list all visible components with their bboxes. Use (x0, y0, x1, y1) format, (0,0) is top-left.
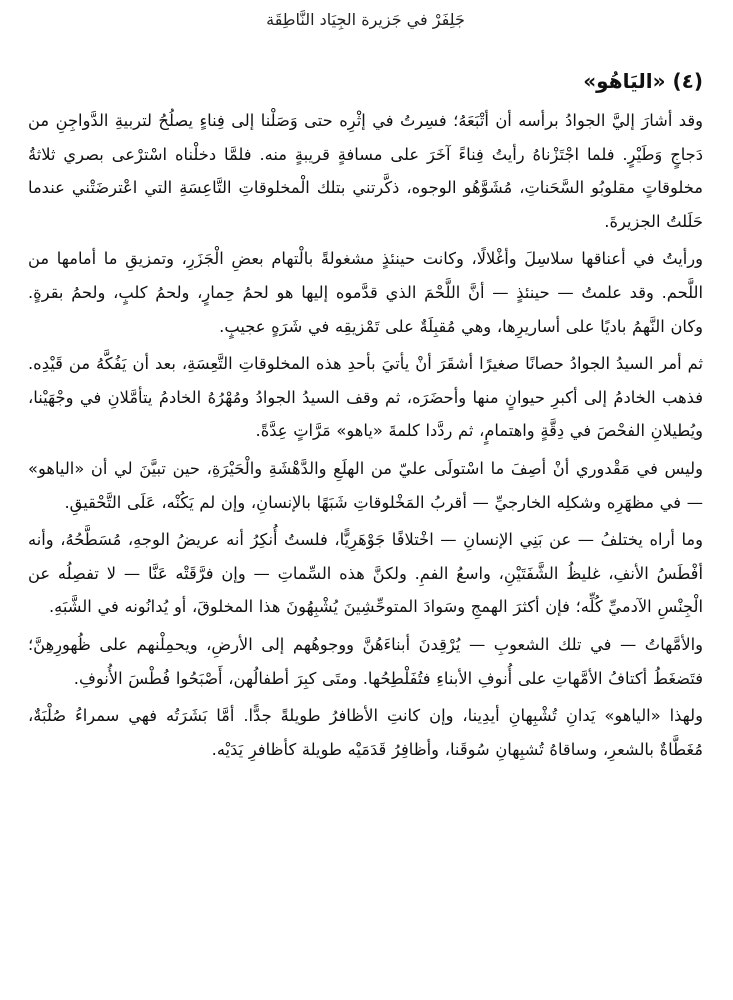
body-text (28, 104, 703, 766)
chapter-heading: (٤) «اليَاهُو» (583, 69, 703, 93)
paragraph-7: ولهذا «الياهو» يَدانِ تُشْبِهانِ أيدِينا، وإن كانتِ الأظافرُ طويلةً جدًّا. أمَّا بَشَرَتُه فهي سمراءُ صُلْبَةٌ، مُغَطَّاةٌ بالشعرِ، وساقاهُ تُشبِهانِ سُوقَنا، وأظافِرُ قَدَمَيْه طويلة كأظافرِ يَدَيْه. (28, 706, 703, 759)
paragraph-3: ثم أمر السيدُ الجوادُ حصانًا صغيرًا أشقَرَ أنْ يأتيَ بأحدِ هذه المخلوقاتِ التَّعِسَةِ، بعد أن يَفُكَّهُ من قَيْدِه. فذهب الخادمُ إلى أكبرِ حيوانٍ منها وأحضَرَه، ثم وقف السيدُ الجوادُ ومُهْرُهُ الخادمُ يتأمَّلانِ في وجْهَيْنا، ويُطيلانِ الفحْصَ في دِقَّةٍ واهتمامٍ، ثم ردَّدا كلمةَ «ياهو» مَرَّاتٍ عِدَّةً. (28, 354, 703, 441)
paragraph-2: ورأيتُ في أعناقها سلاسِلَ وأغْلالًا، وكانت حينئذٍ مشغولةً بالْتهام بعضِ الْجَزَرِ، وتمزيقِ ما أمامها من اللَّحم. وقد علمتُ — حينئذٍ — أنَّ اللَّحْمَ الذي قدَّموه إليها هو لحمُ حِمارٍ، ولحمُ كلبٍ، ولحمُ بقرةٍ. وكان النَّهمُ باديًا على أساريرِها، وهي مُقبِلَةٌ على تَمْزيقِه في شَرَهٍ عجيبٍ. (28, 249, 703, 336)
paragraph-6: والأمَّهاتُ — في تلك الشعوبِ — يُرْقِدنَ أبناءَهُنَّ ووجوهُهم إلى الأرضِ، ويحمِلْنهم على ظُهورِهِنَّ؛ فتَضغَطُ أكتافُ الأمَّهاتِ على أُنوفِ الأبناءِ فتُفَلْطِحُها. ومتَى كبِرَ أطفالُهن، أَصْبَحُوا فُطْسَ الأُنوفِ. (28, 634, 703, 688)
paragraph-4: وليس في مَقْدوري أنْ أصِفَ ما اسْتولَى عليّ من الهلَعِ والدَّهْشَةِ والْحَيْرَةِ، حين تبيَّنَ لي أن «الياهو» — في مظهَرِه وشكلِه الخارجيِّ — أقربُ المَخْلوقاتِ شَبَهًا بالإنسانِ، وإن لم يَكُنْه، عَلَى التَّحْقيقِ. (28, 458, 703, 512)
paragraph-1: وقد أشارَ إليَّ الجوادُ برأسه أن أتْبَعَهُ؛ فسِرتُ في إثْرِه حتى وَصَلْنا إلى فِناءٍ يصلُحُ لتربيةِ الدَّواجِنِ من دَجاجٍ وَطَيْرٍ. فلما اجْتَزْناهُ رأيتُ فِناءً آخَرَ على مسافةٍ قريبةٍ منه. فلمَّا دخلْناه اسْترْعى بصري ثلاثةُ مخلوقاتٍ مقلوبُو السَّحَناتِ، مُشَوَّهُو الوجوه، ذكَّرتني بتلك الْمخلوقاتِ التَّاعِسَةِ التي اعْترضَتْني عندما حَلَلتُ الجزيرةَ. (28, 111, 703, 231)
paragraph-5: وما أراه يختلفُ — عن بَنِي الإنسانِ — اخْتلافًا جَوْهَرِيًّا، فلستُ أُنكِرُ أنه عريضُ الوجهِ، مُسَطَّحُهُ، وأنه أفْطَسُ الأنفِ، غليظُ الشَّفَتَيْنِ، واسعُ الفمِ. ولكنَّ هذه السِّماتِ — وإن فرَّقَتْه عَنَّا — لا تفصِلُه عن الْجِنْسِ الآدميِّ كُلِّه؛ فإن أكثرَ الهمجِ وسَوادَ المتوحِّشِينَ يُشْبِهُونَ هذا المخلوقَ، أو يُدانُونه في الشَّبَهِ. (28, 530, 703, 617)
running-header: جَلِفَرْ في جَزيرة الجِيَاد النَّاطِقَة (266, 10, 465, 29)
